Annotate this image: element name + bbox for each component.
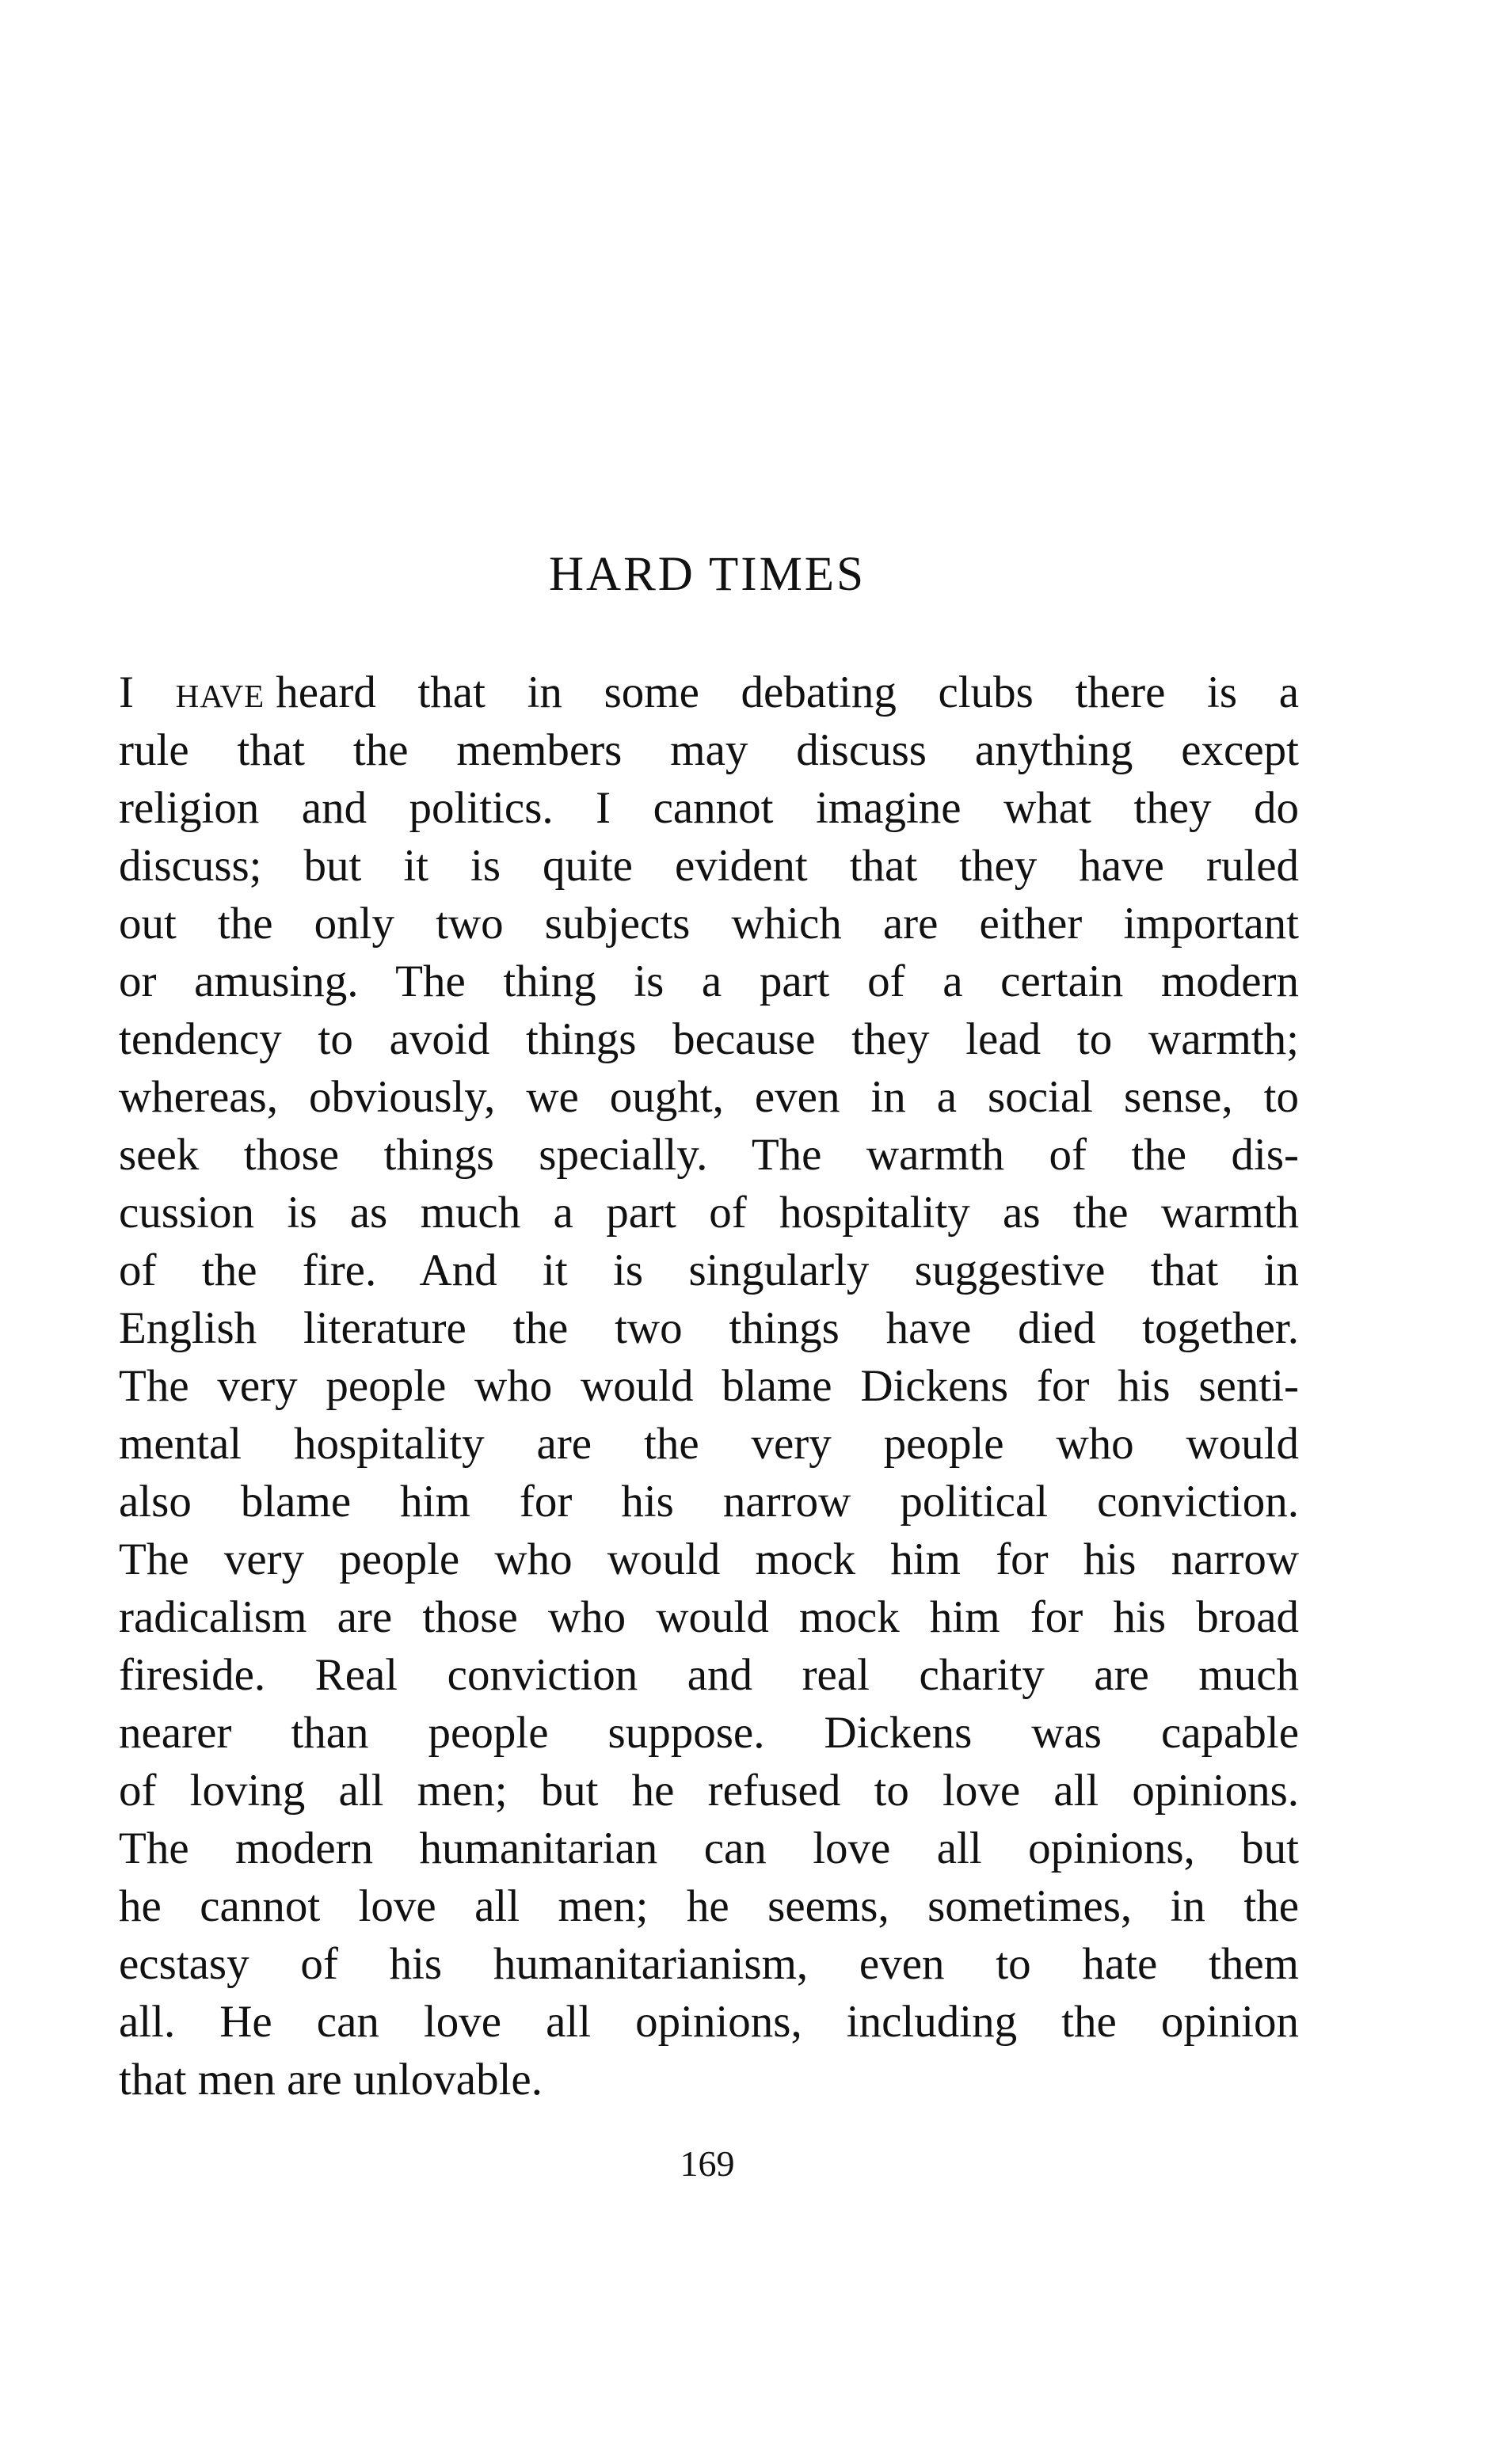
text-line: nearer than people suppose. Dickens was capable: [119, 1708, 1299, 1758]
text-line: cussion is as much a part of hospitality as the warmth: [119, 1188, 1299, 1238]
text-line: English literature the two things have died together.: [119, 1303, 1299, 1353]
text-line: also blame him for his narrow political conviction.: [119, 1477, 1299, 1527]
text-line: whereas, obviously, we ought, even in a social sense, to: [119, 1072, 1299, 1122]
chapter-title: HARD TIMES: [549, 548, 866, 601]
text-line: ecstasy of his humanitarianism, even to hate them: [119, 1939, 1299, 1989]
text-line: or amusing. The thing is a part of a certain modern: [119, 956, 1299, 1006]
text-line: discuss; but it is quite evident that they have ruled: [119, 841, 1299, 891]
body-paragraph: [119, 664, 1299, 2108]
page-number: 169: [680, 2143, 735, 2184]
text-line: religion and politics. I cannot imagine what they do: [119, 783, 1299, 833]
opening-initial: I: [119, 667, 134, 717]
text-line: he cannot love all men; he seems, sometimes, in the: [119, 1881, 1299, 1931]
text-line: all. He can love all opinions, including the opinion: [119, 1997, 1299, 2047]
text-line: of loving all men; but he refused to love all opinions.: [119, 1766, 1299, 1816]
text-line: seek those things specially. The warmth of the dis-: [119, 1130, 1299, 1180]
text-line: mental hospitality are the very people who would: [119, 1419, 1299, 1469]
text-line: that men are unlovable.: [119, 2055, 543, 2105]
text-line: The modern humanitarian can love all opinions, but: [119, 1823, 1299, 1873]
text-line: fireside. Real conviction and real charity are much: [119, 1650, 1299, 1700]
opening-small-caps: HAVE: [175, 678, 265, 714]
text-line: The very people who would blame Dickens for his senti-: [119, 1361, 1299, 1411]
text-line: tendency to avoid things because they lead to warmth;: [119, 1014, 1299, 1064]
text-line: [119, 664, 1299, 721]
text-line: of the fire. And it is singularly suggestive that in: [119, 1245, 1299, 1295]
text-line-content: heard that in some debating clubs there is a: [276, 667, 1300, 717]
opening-words: [119, 667, 265, 717]
text-line: The very people who would mock him for his narrow: [119, 1534, 1299, 1584]
text-line: radicalism are those who would mock him for his broad: [119, 1592, 1299, 1642]
text-line: rule that the members may discuss anything except: [119, 725, 1299, 775]
text-line: out the only two subjects which are either important: [119, 899, 1299, 949]
